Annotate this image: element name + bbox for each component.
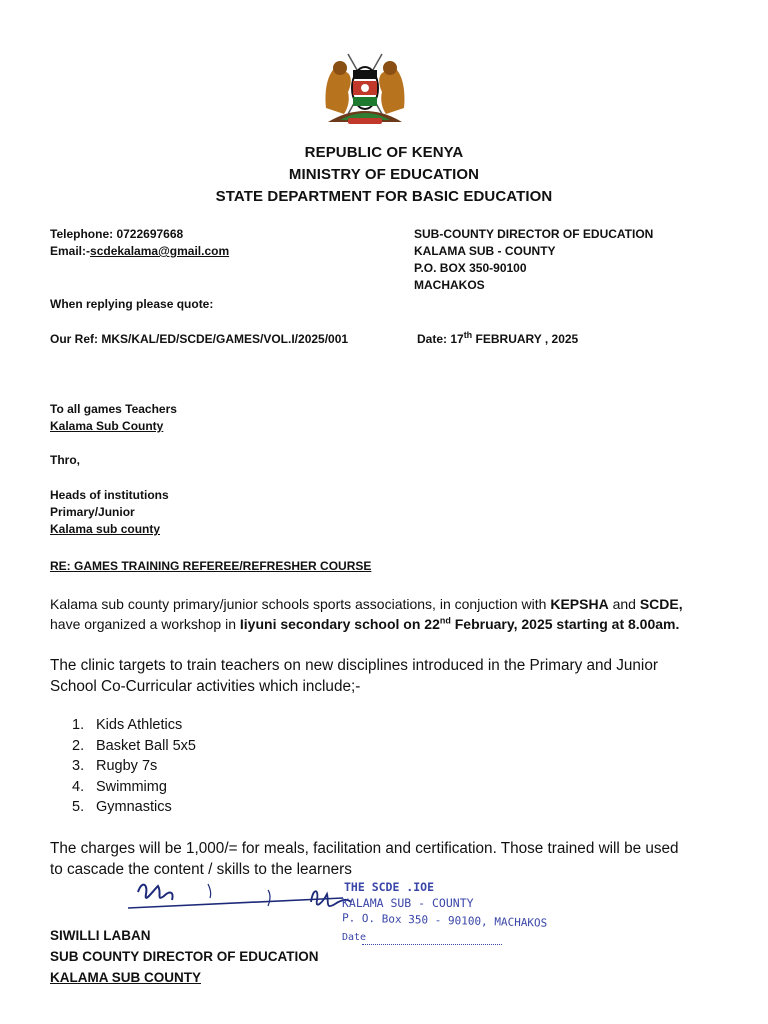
list-number: 1.	[72, 717, 85, 733]
reference-number: Our Ref: MKS/KAL/ED/SCDE/GAMES/VOL.I/2025/001	[50, 332, 349, 346]
list-number: 2.	[72, 738, 85, 754]
official-stamp	[340, 880, 548, 956]
heads-line: Kalama sub county	[50, 522, 161, 536]
address-line: KALAMA SUB - COUNTY	[414, 244, 556, 258]
list-text: Rugby 7s	[96, 758, 158, 774]
para2-line: School Co-Curricular activities which include;-	[50, 678, 361, 695]
para1-kepsha: KEPSHA	[550, 596, 609, 612]
list-item	[50, 797, 172, 817]
email-line	[50, 243, 229, 260]
para1-venue: Iiyuni secondary school on 22	[239, 616, 440, 632]
address-line: P.O. BOX 350-90100	[414, 261, 527, 275]
stamp-line: P. O. Box 350 - 90100, MACHAKOS	[341, 911, 548, 930]
para2-line: The clinic targets to train teachers on new disciplines introduced in the Primary and Junior	[50, 657, 658, 674]
para1-text: and	[608, 596, 640, 612]
signatory-office: KALAMA SUB COUNTY	[50, 970, 201, 985]
signatory-block	[50, 925, 319, 988]
stamp-line: THE SCDE .IOE	[344, 880, 435, 894]
heads-line: Primary/Junior	[50, 505, 135, 519]
list-item	[50, 777, 167, 797]
list-item	[50, 715, 182, 735]
letterhead-department: STATE DEPARTMENT FOR BASIC EDUCATION	[215, 188, 553, 205]
list-text: Swimmimg	[96, 779, 167, 795]
letterhead-country: REPUBLIC OF KENYA	[304, 144, 464, 161]
email-link[interactable]: scdekalama@gmail.com	[90, 244, 230, 258]
telephone-line: Telephone: 0722697668	[50, 227, 184, 241]
list-text: Kids Athletics	[96, 717, 183, 733]
list-number: 5.	[72, 799, 85, 815]
date-line	[417, 331, 578, 348]
stamp-line: Date	[342, 932, 367, 943]
date-suffix: FEBRUARY , 2025	[472, 332, 579, 346]
heads-block	[50, 487, 169, 538]
recipient-line: Kalama Sub County	[50, 419, 164, 433]
reply-note: When replying please quote:	[50, 297, 214, 311]
address-line: MACHAKOS	[414, 278, 485, 292]
stamp-line: KALAMA SUB - COUNTY	[342, 896, 474, 910]
paragraph-targets	[50, 655, 750, 697]
list-text: Basket Ball 5x5	[96, 738, 196, 754]
address-line: SUB-COUNTY DIRECTOR OF EDUCATION	[414, 227, 654, 241]
date-sup: th	[463, 330, 473, 340]
recipient-block	[50, 401, 177, 435]
list-item	[50, 736, 196, 756]
letterhead-ministry: MINISTRY OF EDUCATION	[288, 166, 480, 183]
para1-text: have organized a workshop in	[50, 616, 240, 632]
para1-sup: nd	[439, 615, 451, 626]
signatory-title: SUB COUNTY DIRECTOR OF EDUCATION	[50, 949, 319, 964]
email-prefix: Email:-	[50, 244, 91, 258]
coat-of-arms-emblem	[318, 48, 412, 126]
stamp-date-line	[362, 944, 502, 945]
para1-text: Kalama sub county primary/junior schools sports associations, in conjuction with	[50, 596, 551, 612]
signatory-name: SIWILLI LABAN	[50, 928, 151, 943]
para3-line: The charges will be 1,000/= for meals, facilitation and certification. Those trained will be used	[50, 840, 679, 857]
thro-line: Thro,	[50, 453, 80, 467]
para1-date: February, 2025 starting at 8.00am.	[450, 616, 680, 632]
para1-scde: SCDE,	[639, 596, 683, 612]
paragraph-intro	[50, 594, 730, 634]
list-item	[50, 756, 157, 776]
list-number: 3.	[72, 758, 85, 774]
subject-line: RE: GAMES TRAINING REFEREE/REFRESHER COURSE	[50, 559, 372, 573]
list-number: 4.	[72, 779, 85, 795]
para3-line: to cascade the content / skills to the learners	[50, 861, 352, 878]
address-block	[414, 226, 653, 294]
date-prefix: Date: 17	[417, 332, 464, 346]
heads-line: Heads of institutions	[50, 488, 169, 502]
list-text: Gymnastics	[96, 799, 172, 815]
recipient-line: To all games Teachers	[50, 402, 177, 416]
